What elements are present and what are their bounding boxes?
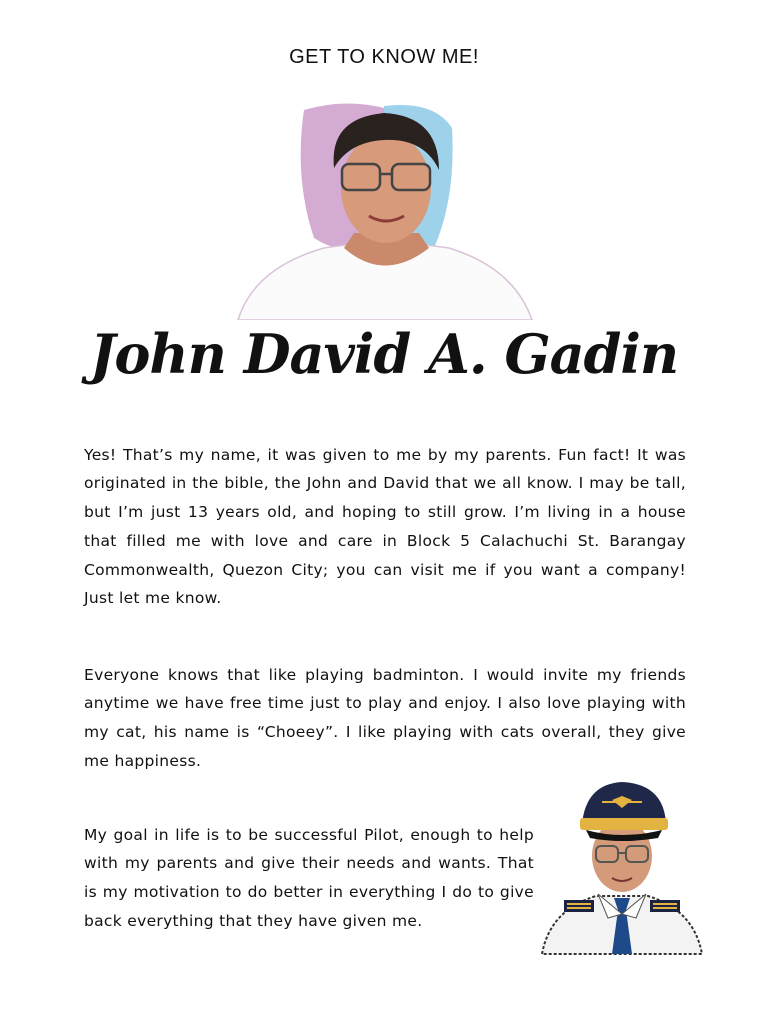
page-title: GET TO KNOW ME! xyxy=(289,46,479,68)
pilot-cartoon xyxy=(536,778,708,960)
paragraph-hobbies: Everyone knows that like playing badminton. I would invite my friends anytime we have free time just to play and enjoy. I also love playing with my cat, his name is “Choeey”. I like playing with cats overall, they give me happiness. xyxy=(84,665,686,770)
paragraph-goal: My goal in life is to be successful Pilot, enough to help with my parents and give their needs and wants. That is my motivation to do better in everything I do to give back everything that they have given me. xyxy=(84,825,534,930)
profile-name: John David A. Gadin xyxy=(89,322,679,386)
paragraph-intro: Yes! That’s my name, it was given to me by my parents. Fun fact! It was originated in the bible, the John and David that we all know. I may be tall, but I’m just 13 years old, and hoping to still grow. I’m living in a house that filled me with love and care in Block 5 Calachuchi St. Barangay Commonwealth, Quezon City; you can visit me if you want a company! Just let me know. xyxy=(84,445,686,608)
portrait-photo xyxy=(234,98,536,320)
